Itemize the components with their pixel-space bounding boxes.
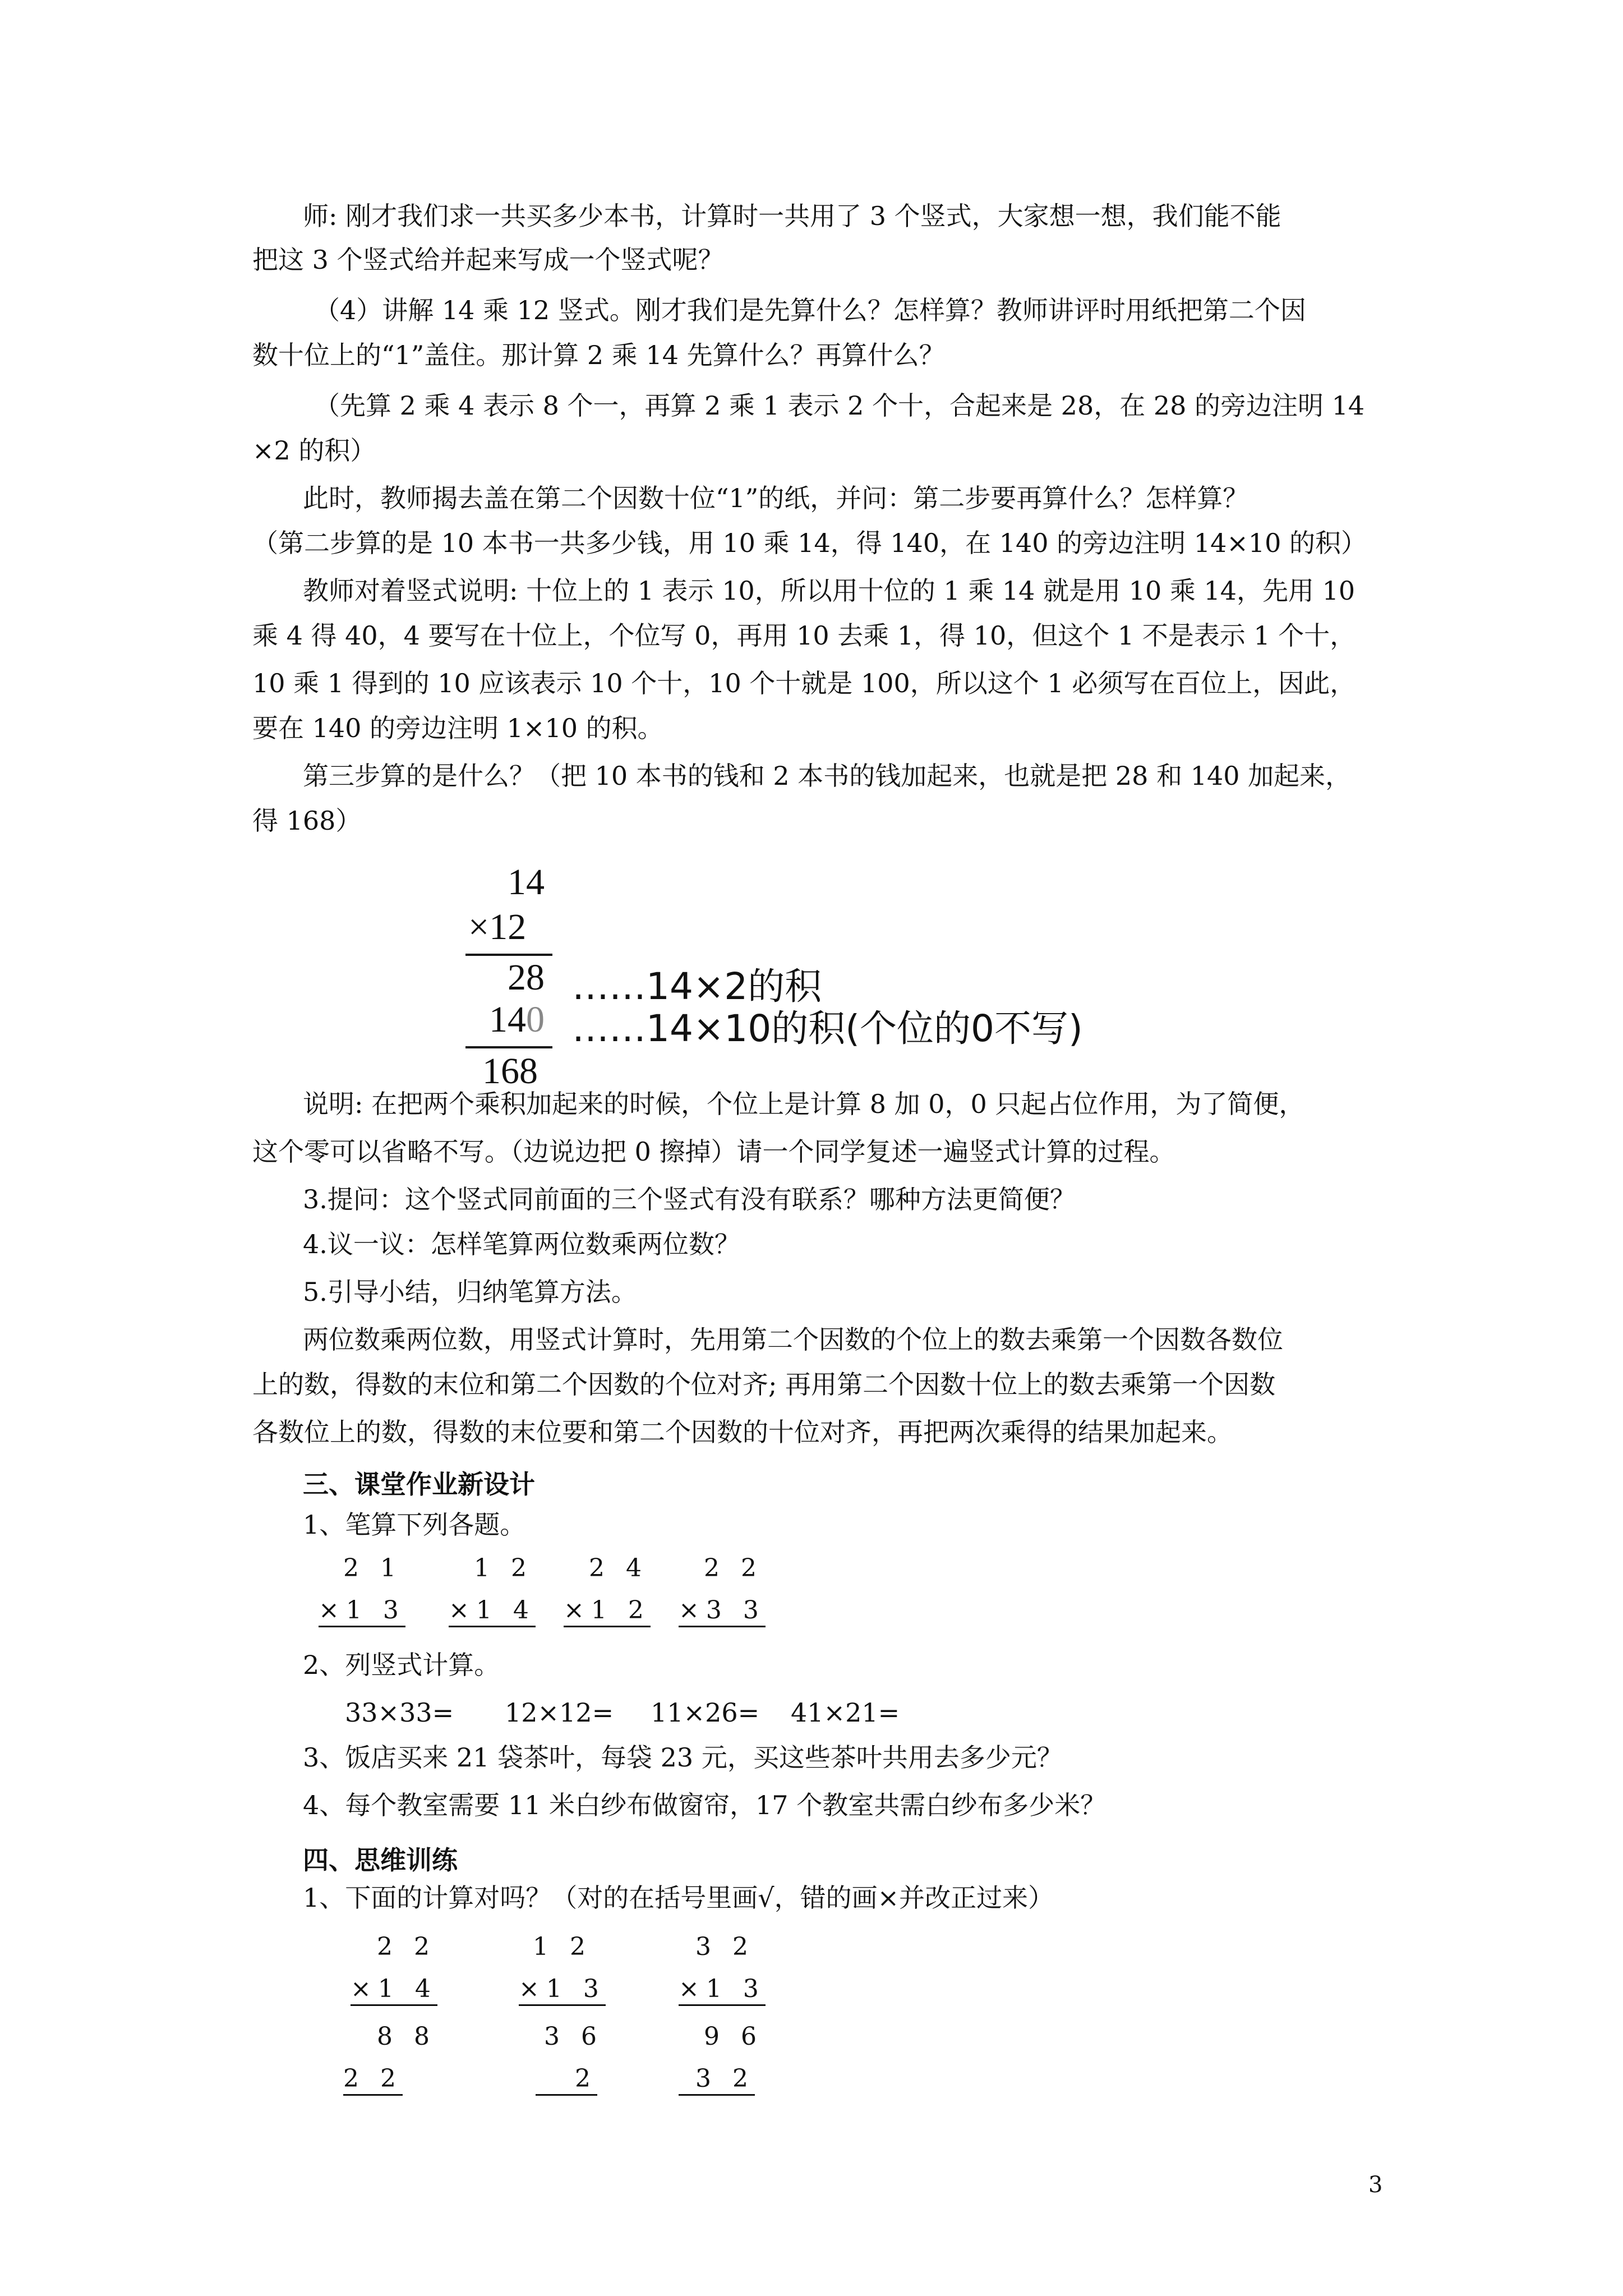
problem-top: 2 2 (704, 1554, 763, 1582)
check-partial-1: 8 8 (377, 2022, 436, 2051)
paragraph-line: （先算 2 乘 4 表示 8 个一，再算 2 乘 1 表示 2 个十，合起来是 28，在 28 的旁边注明 14 (314, 390, 1365, 421)
paragraph-line: 得 168） (252, 806, 362, 836)
paragraph-line: （4）讲解 14 乘 12 竖式。刚才我们是先算什么？怎样算？教师讲评时用纸把第二个因 (314, 295, 1306, 325)
check-partial-2: 2 (536, 2064, 597, 2096)
check-multiplier: ×1 4 (351, 1975, 437, 2006)
check-partial-2: 2 2 (343, 2064, 403, 2096)
expression: 41×21= (791, 1697, 900, 1728)
problem-top: 2 4 (589, 1554, 648, 1582)
check-partial-2: 3 2 (679, 2064, 755, 2096)
check-multiplier: ×1 3 (679, 1975, 766, 2006)
calc-partial-2: 140 (489, 999, 545, 1040)
problem-top: 1 2 (474, 1554, 533, 1582)
question-line: 4、每个教室需要 11 米白纱布做窗帘，17 个教室共需白纱布多少米？ (303, 1790, 1106, 1820)
problem-top: 2 1 (343, 1554, 403, 1582)
paragraph-line: 师: 刚才我们求一共买多少本书，计算时一共用了 3 个竖式，大家想一想，我们能不能 (303, 201, 1281, 231)
paragraph-line: 把这 3 个竖式给并起来写成一个竖式呢？ (252, 245, 724, 275)
paragraph-line: 数十位上的“1”盖住。那计算 2 乘 14 先算什么？再算什么？ (252, 340, 945, 370)
paragraph-line: 说明: 在把两个乘积加起来的时候，个位上是计算 8 加 0，0 只起占位作用，为了简便， (303, 1089, 1305, 1119)
calc-rule-2 (465, 1046, 552, 1048)
check-top: 2 2 (377, 1932, 436, 1961)
question-line: 1、下面的计算对吗？（对的在括号里画√，错的画×并改正过来） (303, 1883, 1054, 1913)
calc-top-number: 14 (508, 862, 545, 903)
page-number: 3 (1368, 2172, 1383, 2198)
question-line: 2、列竖式计算。 (303, 1650, 500, 1680)
calc-rule-1 (465, 954, 552, 956)
calc-partial-1: 28 (508, 957, 545, 998)
paragraph-line: 4.议一议：怎样笔算两位数乘两位数？ (303, 1229, 740, 1259)
calc-note-2: ……14×10的积(个位的0不写) (572, 1007, 1083, 1050)
question-line: 1、笔算下列各题。 (303, 1510, 526, 1540)
problem-bottom: ×1 2 (564, 1596, 651, 1627)
check-partial-1: 3 6 (544, 2022, 603, 2051)
check-top: 3 2 (695, 1932, 755, 1961)
question-line: 3、饭店买来 21 袋茶叶，每袋 23 元，买这些茶叶共用去多少元？ (303, 1742, 1063, 1773)
problem-bottom: ×3 3 (679, 1596, 766, 1627)
calc-multiplier: ×12 (468, 907, 527, 947)
calc-result: 168 (482, 1051, 538, 1092)
problem-bottom: ×1 4 (449, 1596, 536, 1627)
check-multiplier: ×1 3 (519, 1975, 606, 2006)
paragraph-line: 教师对着竖式说明: 十位上的 1 表示 10，所以用十位的 1 乘 14 就是用 10 乘 14，先用 10 (303, 576, 1355, 606)
check-top: 1 2 (533, 1932, 592, 1961)
paragraph-line: 上的数，得数的末位和第二个因数的个位对齐; 再用第二个因数十位上的数去乘第一个因数 (252, 1369, 1276, 1400)
section-heading: 四、思维训练 (303, 1845, 458, 1875)
paragraph-line: （第二步算的是 10 本书一共多少钱，用 10 乘 14，得 140，在 140 的旁边注明 14×10 的积） (252, 528, 1367, 558)
paragraph-line: 各数位上的数，得数的末位要和第二个因数的十位对齐，再把两次乘得的结果加起来。 (252, 1417, 1233, 1447)
calc-note-1: ……14×2的积 (572, 965, 822, 1008)
paragraph-line: ×2 的积） (252, 435, 376, 466)
paragraph-line: 3.提问：这个竖式同前面的三个竖式有没有联系？哪种方法更简便？ (303, 1184, 1076, 1214)
paragraph-line: 两位数乘两位数，用竖式计算时，先用第二个因数的个位上的数去乘第一个因数各数位 (303, 1324, 1283, 1355)
paragraph-line: 第三步算的是什么？（把 10 本书的钱和 2 本书的钱加起来，也就是把 28 和 140 加起来， (303, 761, 1352, 791)
problem-bottom: ×1 3 (319, 1596, 405, 1627)
check-partial-1: 9 6 (704, 2022, 763, 2051)
expression: 12×12= (505, 1697, 614, 1728)
paragraph-line: 乘 4 得 40，4 要写在十位上，个位写 0，再用 10 去乘 1，得 10，但这个 1 不是表示 1 个十， (252, 620, 1356, 651)
section-heading: 三、课堂作业新设计 (303, 1469, 535, 1499)
paragraph-line: 要在 140 的旁边注明 1×10 的积。 (252, 713, 663, 743)
expression: 33×33= (345, 1697, 454, 1728)
paragraph-line: 10 乘 1 得到的 10 应该表示 10 个十，10 个十就是 100，所以这个 1 必须写在百位上，因此， (252, 668, 1356, 698)
paragraph-line: 这个零可以省略不写。（边说边把 0 擦掉）请一个同学复述一遍竖式计算的过程。 (252, 1137, 1175, 1167)
paragraph-line: 5.引导小结，归纳笔算方法。 (303, 1277, 637, 1307)
paragraph-line: 此时，教师揭去盖在第二个因数十位“1”的纸，并问：第二步要再算什么？怎样算？ (303, 483, 1249, 513)
expression: 11×26= (651, 1697, 760, 1728)
erased-zero: 0 (526, 999, 545, 1040)
